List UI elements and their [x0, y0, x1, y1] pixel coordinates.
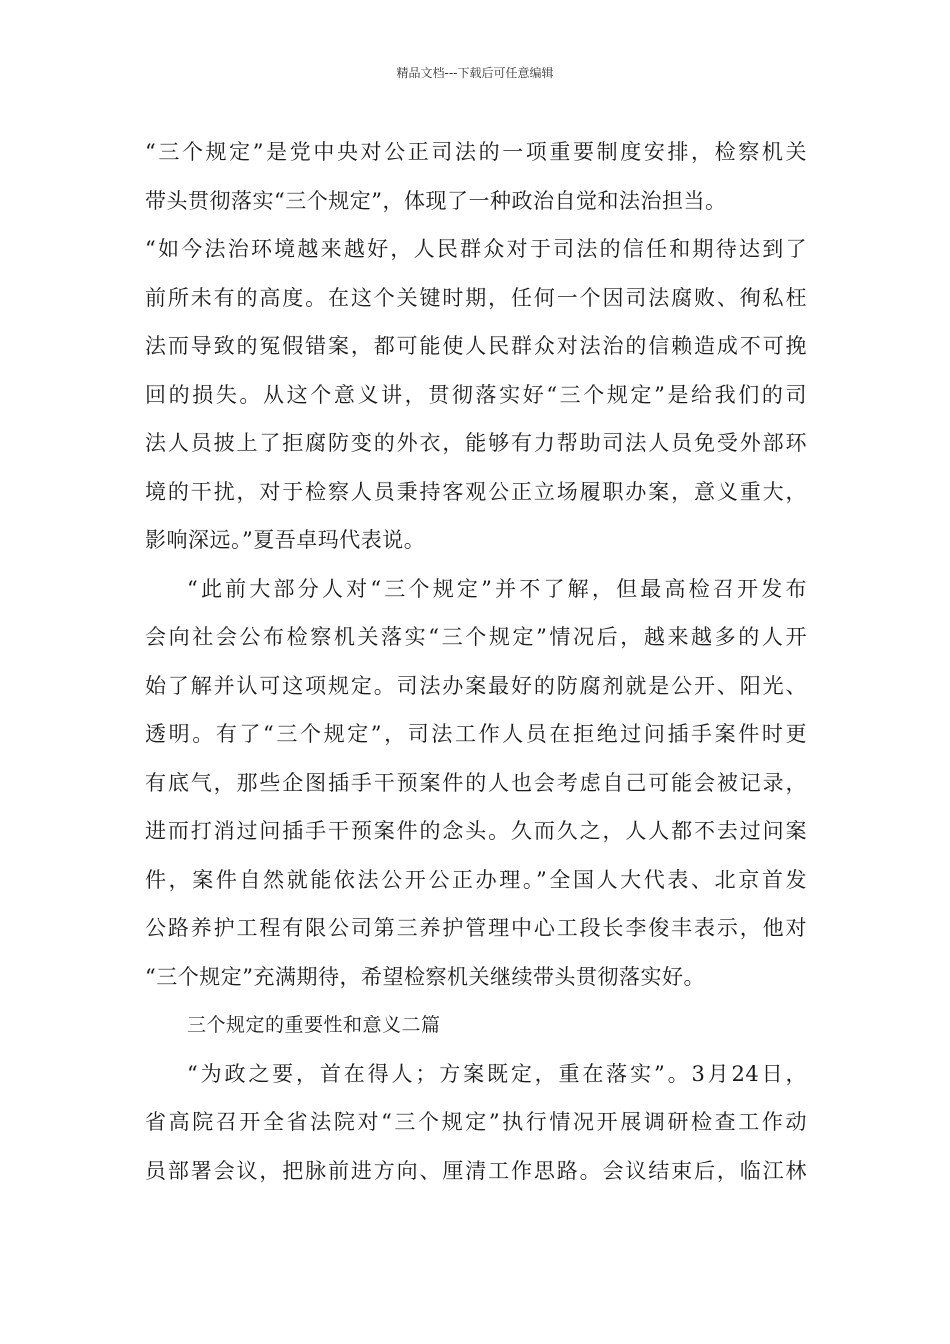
- text-line: 带头贯彻落实“三个规定”，体现了一种政治自觉和法治担当。: [145, 188, 727, 213]
- text-line: 回的损失。从这个意义讲，贯彻落实好“三个规定”是给我们的司: [145, 382, 807, 407]
- text-line: 透明。有了“三个规定”，司法工作人员在拒绝过问插手案件时更: [145, 722, 807, 746]
- text-line: 员部署会议，把脉前进方向、厘清工作思路。会议结束后，临江林: [145, 1158, 807, 1183]
- text-line: “三个规定”是党中央对公正司法的一项重要制度安排，检察机关: [145, 140, 807, 164]
- text-line: 法而导致的冤假错案，都可能使人民群众对法治的信赖造成不可挽: [145, 334, 807, 358]
- text-line: 境的干扰，对于检察人员秉持客观公正立场履职办案，意义重大，: [145, 479, 807, 504]
- text-line: “如今法治环境越来越好，人民群众对于司法的信任和期待达到了: [145, 237, 807, 261]
- text-line: 会向社会公布检察机关落实“三个规定”情况后，越来越多的人开: [145, 625, 807, 649]
- text-line: 公路养护工程有限公司第三养护管理中心工段长李俊丰表示，他对: [145, 916, 807, 940]
- text-line: 前所未有的高度。在这个关键时期，任何一个因司法腐败、徇私枉: [145, 285, 807, 310]
- text-line: 进而打消过问插手干预案件的念头。久而久之，人人都不去过问案: [145, 819, 807, 843]
- page-header: 精品文档---下载后可任意编辑: [396, 66, 554, 80]
- text-line: 法人员披上了拒腐防变的外衣，能够有力帮助司法人员免受外部环: [145, 431, 807, 455]
- text-line: 影响深远。”夏吾卓玛代表说。: [145, 528, 426, 552]
- text-line: 始了解并认可这项规定。司法办案最好的防腐剂就是公开、阳光、: [145, 673, 807, 698]
- text-line: “此前大部分人对“三个规定”并不了解，但最高检召开发布: [187, 576, 807, 601]
- text-line: 件，案件自然就能依法公开公正办理。”全国人大代表、北京首发: [145, 867, 807, 892]
- text-line: “三个规定”充满期待，希望检察机关继续带头贯彻落实好。: [145, 964, 705, 989]
- text-line: “为政之要，首在得人；方案既定，重在落实”。3月24日，: [187, 1061, 807, 1086]
- section-heading: 三个规定的重要性和意义二篇: [187, 1014, 441, 1036]
- text-line: 有底气，那些企图插手干预案件的人也会考虑自己可能会被记录，: [145, 770, 807, 795]
- text-line: 省高院召开全省法院对“三个规定”执行情况开展调研检查工作动: [145, 1110, 807, 1134]
- document-body: [145, 128, 807, 1195]
